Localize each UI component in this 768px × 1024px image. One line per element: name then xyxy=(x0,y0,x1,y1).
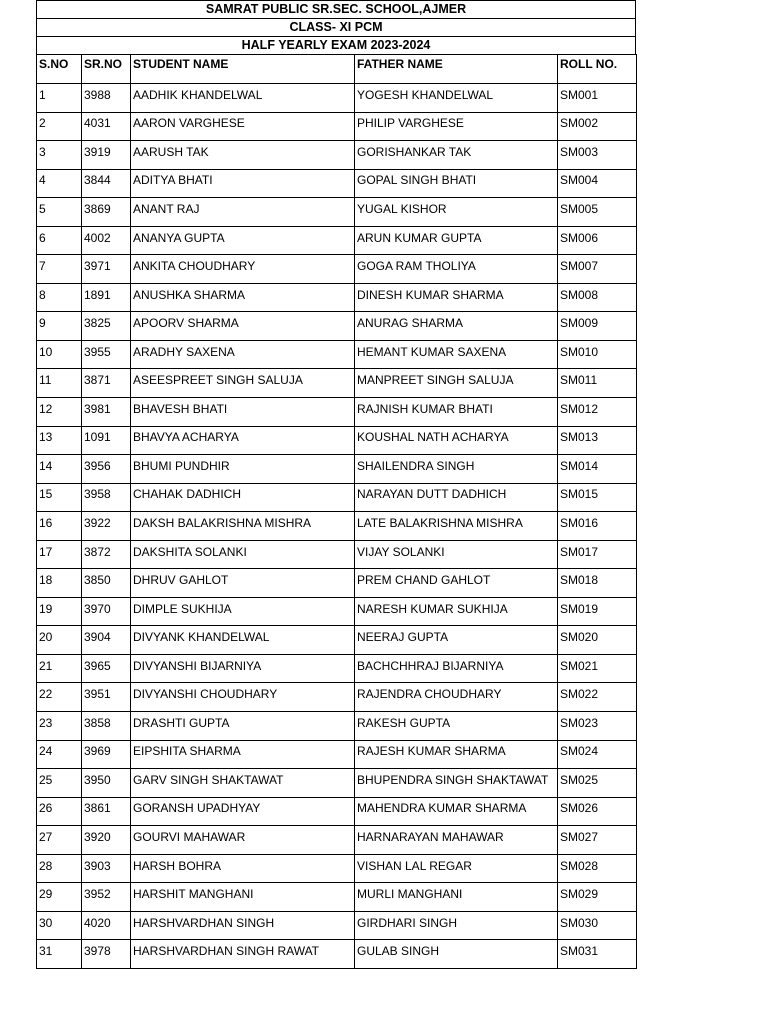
table-row xyxy=(37,312,637,341)
cell-father-name: SHAILENDRA SINGH xyxy=(355,455,558,484)
table-row xyxy=(37,569,637,598)
cell-roll-no: SM002 xyxy=(558,112,637,141)
cell-student-name: HARSHVARDHAN SINGH RAWAT xyxy=(131,940,355,969)
cell-roll-no: SM022 xyxy=(558,683,637,712)
cell-srno: 3920 xyxy=(82,826,131,855)
cell-sno: 25 xyxy=(37,769,82,798)
table-row xyxy=(37,769,637,798)
cell-student-name: GARV SINGH SHAKTAWAT xyxy=(131,769,355,798)
cell-sno: 29 xyxy=(37,883,82,912)
cell-srno: 3825 xyxy=(82,312,131,341)
cell-srno: 3971 xyxy=(82,255,131,284)
cell-roll-no: SM024 xyxy=(558,740,637,769)
cell-roll-no: SM031 xyxy=(558,940,637,969)
table-row xyxy=(37,854,637,883)
table-row xyxy=(37,826,637,855)
cell-sno: 9 xyxy=(37,312,82,341)
cell-sno: 21 xyxy=(37,654,82,683)
cell-student-name: DAKSHITA SOLANKI xyxy=(131,540,355,569)
cell-student-name: DIVYANK KHANDELWAL xyxy=(131,626,355,655)
cell-roll-no: SM014 xyxy=(558,455,637,484)
cell-srno: 3903 xyxy=(82,854,131,883)
cell-father-name: GOGA RAM THOLIYA xyxy=(355,255,558,284)
cell-student-name: HARSHIT MANGHANI xyxy=(131,883,355,912)
cell-sno: 11 xyxy=(37,369,82,398)
cell-roll-no: SM009 xyxy=(558,312,637,341)
cell-roll-no: SM015 xyxy=(558,483,637,512)
cell-roll-no: SM028 xyxy=(558,854,637,883)
cell-roll-no: SM003 xyxy=(558,141,637,170)
cell-srno: 3956 xyxy=(82,455,131,484)
table-row xyxy=(37,654,637,683)
cell-sno: 18 xyxy=(37,569,82,598)
cell-father-name: MANPREET SINGH SALUJA xyxy=(355,369,558,398)
cell-father-name: NEERAJ GUPTA xyxy=(355,626,558,655)
table-row xyxy=(37,483,637,512)
cell-srno: 3922 xyxy=(82,512,131,541)
cell-father-name: VISHAN LAL REGAR xyxy=(355,854,558,883)
cell-father-name: NARAYAN DUTT DADHICH xyxy=(355,483,558,512)
cell-sno: 26 xyxy=(37,797,82,826)
cell-roll-no: SM018 xyxy=(558,569,637,598)
school-name: SAMRAT PUBLIC SR.SEC. SCHOOL,AJMER xyxy=(36,0,636,18)
cell-srno: 3871 xyxy=(82,369,131,398)
cell-student-name: BHAVYA ACHARYA xyxy=(131,426,355,455)
cell-student-name: ANANT RAJ xyxy=(131,198,355,227)
cell-student-name: BHUMI PUNDHIR xyxy=(131,455,355,484)
cell-roll-no: SM025 xyxy=(558,769,637,798)
cell-srno: 4020 xyxy=(82,911,131,940)
cell-sno: 31 xyxy=(37,940,82,969)
cell-father-name: GOPAL SINGH BHATI xyxy=(355,169,558,198)
cell-sno: 17 xyxy=(37,540,82,569)
cell-roll-no: SM016 xyxy=(558,512,637,541)
cell-father-name: PHILIP VARGHESE xyxy=(355,112,558,141)
col-header-sno: S.NO xyxy=(37,55,82,84)
cell-sno: 19 xyxy=(37,597,82,626)
col-header-father-name: FATHER NAME xyxy=(355,55,558,84)
cell-sno: 10 xyxy=(37,340,82,369)
student-list-sheet xyxy=(36,0,636,969)
cell-sno: 7 xyxy=(37,255,82,284)
cell-srno: 3952 xyxy=(82,883,131,912)
cell-sno: 5 xyxy=(37,198,82,227)
table-row xyxy=(37,398,637,427)
cell-srno: 1891 xyxy=(82,283,131,312)
table-row xyxy=(37,512,637,541)
cell-father-name: HEMANT KUMAR SAXENA xyxy=(355,340,558,369)
cell-student-name: GOURVI MAHAWAR xyxy=(131,826,355,855)
cell-student-name: ADITYA BHATI xyxy=(131,169,355,198)
cell-father-name: RAJNISH KUMAR BHATI xyxy=(355,398,558,427)
table-row xyxy=(37,797,637,826)
cell-sno: 27 xyxy=(37,826,82,855)
table-row xyxy=(37,883,637,912)
cell-srno: 1091 xyxy=(82,426,131,455)
table-row xyxy=(37,911,637,940)
col-header-student-name: STUDENT NAME xyxy=(131,55,355,84)
cell-roll-no: SM020 xyxy=(558,626,637,655)
cell-student-name: DIVYANSHI CHOUDHARY xyxy=(131,683,355,712)
table-row xyxy=(37,226,637,255)
cell-srno: 3919 xyxy=(82,141,131,170)
cell-sno: 8 xyxy=(37,283,82,312)
table-row xyxy=(37,283,637,312)
cell-sno: 24 xyxy=(37,740,82,769)
cell-srno: 3978 xyxy=(82,940,131,969)
cell-father-name: ANURAG SHARMA xyxy=(355,312,558,341)
table-row xyxy=(37,198,637,227)
cell-sno: 14 xyxy=(37,455,82,484)
cell-student-name: DIVYANSHI BIJARNIYA xyxy=(131,654,355,683)
cell-sno: 13 xyxy=(37,426,82,455)
cell-student-name: HARSHVARDHAN SINGH xyxy=(131,911,355,940)
cell-roll-no: SM010 xyxy=(558,340,637,369)
table-row xyxy=(37,626,637,655)
cell-sno: 30 xyxy=(37,911,82,940)
cell-srno: 4002 xyxy=(82,226,131,255)
cell-roll-no: SM006 xyxy=(558,226,637,255)
cell-sno: 1 xyxy=(37,84,82,113)
cell-father-name: NARESH KUMAR SUKHIJA xyxy=(355,597,558,626)
class-title: CLASS- XI PCM xyxy=(36,18,636,36)
cell-sno: 15 xyxy=(37,483,82,512)
cell-roll-no: SM030 xyxy=(558,911,637,940)
cell-father-name: GORISHANKAR TAK xyxy=(355,141,558,170)
cell-father-name: KOUSHAL NATH ACHARYA xyxy=(355,426,558,455)
cell-student-name: ANANYA GUPTA xyxy=(131,226,355,255)
cell-sno: 3 xyxy=(37,141,82,170)
cell-student-name: AARUSH TAK xyxy=(131,141,355,170)
col-header-roll-no: ROLL NO. xyxy=(558,55,637,84)
cell-srno: 3844 xyxy=(82,169,131,198)
cell-srno: 3981 xyxy=(82,398,131,427)
cell-srno: 3872 xyxy=(82,540,131,569)
cell-roll-no: SM008 xyxy=(558,283,637,312)
cell-student-name: AARON VARGHESE xyxy=(131,112,355,141)
cell-srno: 3869 xyxy=(82,198,131,227)
cell-srno: 3950 xyxy=(82,769,131,798)
cell-sno: 22 xyxy=(37,683,82,712)
cell-student-name: DHRUV GAHLOT xyxy=(131,569,355,598)
cell-roll-no: SM019 xyxy=(558,597,637,626)
cell-roll-no: SM029 xyxy=(558,883,637,912)
table-row xyxy=(37,683,637,712)
cell-father-name: GIRDHARI SINGH xyxy=(355,911,558,940)
table-row xyxy=(37,426,637,455)
table-row xyxy=(37,112,637,141)
cell-srno: 3858 xyxy=(82,712,131,741)
cell-roll-no: SM026 xyxy=(558,797,637,826)
cell-father-name: GULAB SINGH xyxy=(355,940,558,969)
cell-father-name: PREM CHAND GAHLOT xyxy=(355,569,558,598)
cell-father-name: MURLI MANGHANI xyxy=(355,883,558,912)
cell-student-name: DRASHTI GUPTA xyxy=(131,712,355,741)
cell-srno: 3958 xyxy=(82,483,131,512)
cell-student-name: GORANSH UPADHYAY xyxy=(131,797,355,826)
cell-roll-no: SM021 xyxy=(558,654,637,683)
table-row xyxy=(37,369,637,398)
student-table xyxy=(36,54,637,969)
cell-student-name: BHAVESH BHATI xyxy=(131,398,355,427)
cell-roll-no: SM011 xyxy=(558,369,637,398)
cell-father-name: YOGESH KHANDELWAL xyxy=(355,84,558,113)
table-row xyxy=(37,255,637,284)
table-row xyxy=(37,455,637,484)
cell-student-name: AADHIK KHANDELWAL xyxy=(131,84,355,113)
cell-father-name: BACHCHHRAJ BIJARNIYA xyxy=(355,654,558,683)
cell-student-name: ASEESPREET SINGH SALUJA xyxy=(131,369,355,398)
cell-student-name: EIPSHITA SHARMA xyxy=(131,740,355,769)
table-row xyxy=(37,740,637,769)
cell-father-name: LATE BALAKRISHNA MISHRA xyxy=(355,512,558,541)
cell-roll-no: SM005 xyxy=(558,198,637,227)
cell-sno: 4 xyxy=(37,169,82,198)
cell-student-name: HARSH BOHRA xyxy=(131,854,355,883)
table-row xyxy=(37,169,637,198)
cell-father-name: VIJAY SOLANKI xyxy=(355,540,558,569)
cell-roll-no: SM001 xyxy=(558,84,637,113)
cell-sno: 12 xyxy=(37,398,82,427)
cell-roll-no: SM013 xyxy=(558,426,637,455)
cell-sno: 2 xyxy=(37,112,82,141)
table-row xyxy=(37,84,637,113)
table-row xyxy=(37,712,637,741)
cell-roll-no: SM004 xyxy=(558,169,637,198)
cell-student-name: ARADHY SAXENA xyxy=(131,340,355,369)
cell-roll-no: SM012 xyxy=(558,398,637,427)
table-row xyxy=(37,597,637,626)
cell-sno: 16 xyxy=(37,512,82,541)
cell-father-name: RAJESH KUMAR SHARMA xyxy=(355,740,558,769)
cell-srno: 3969 xyxy=(82,740,131,769)
cell-sno: 23 xyxy=(37,712,82,741)
table-row xyxy=(37,141,637,170)
table-row xyxy=(37,340,637,369)
cell-roll-no: SM007 xyxy=(558,255,637,284)
cell-father-name: ARUN KUMAR GUPTA xyxy=(355,226,558,255)
cell-srno: 3955 xyxy=(82,340,131,369)
cell-student-name: ANKITA CHOUDHARY xyxy=(131,255,355,284)
cell-student-name: DIMPLE SUKHIJA xyxy=(131,597,355,626)
cell-sno: 20 xyxy=(37,626,82,655)
cell-father-name: HARNARAYAN MAHAWAR xyxy=(355,826,558,855)
cell-student-name: ANUSHKA SHARMA xyxy=(131,283,355,312)
cell-srno: 3988 xyxy=(82,84,131,113)
cell-student-name: APOORV SHARMA xyxy=(131,312,355,341)
cell-father-name: MAHENDRA KUMAR SHARMA xyxy=(355,797,558,826)
table-row xyxy=(37,540,637,569)
exam-title: HALF YEARLY EXAM 2023-2024 xyxy=(36,36,636,54)
cell-sno: 28 xyxy=(37,854,82,883)
table-row xyxy=(37,940,637,969)
cell-father-name: RAKESH GUPTA xyxy=(355,712,558,741)
cell-sno: 6 xyxy=(37,226,82,255)
cell-srno: 3861 xyxy=(82,797,131,826)
cell-father-name: BHUPENDRA SINGH SHAKTAWAT xyxy=(355,769,558,798)
cell-srno: 3904 xyxy=(82,626,131,655)
cell-father-name: YUGAL KISHOR xyxy=(355,198,558,227)
cell-student-name: CHAHAK DADHICH xyxy=(131,483,355,512)
cell-father-name: RAJENDRA CHOUDHARY xyxy=(355,683,558,712)
cell-roll-no: SM023 xyxy=(558,712,637,741)
cell-srno: 3850 xyxy=(82,569,131,598)
cell-student-name: DAKSH BALAKRISHNA MISHRA xyxy=(131,512,355,541)
cell-roll-no: SM027 xyxy=(558,826,637,855)
cell-roll-no: SM017 xyxy=(558,540,637,569)
cell-srno: 3965 xyxy=(82,654,131,683)
table-header-row xyxy=(37,55,637,84)
cell-srno: 3951 xyxy=(82,683,131,712)
col-header-srno: SR.NO xyxy=(82,55,131,84)
cell-father-name: DINESH KUMAR SHARMA xyxy=(355,283,558,312)
cell-srno: 3970 xyxy=(82,597,131,626)
cell-srno: 4031 xyxy=(82,112,131,141)
